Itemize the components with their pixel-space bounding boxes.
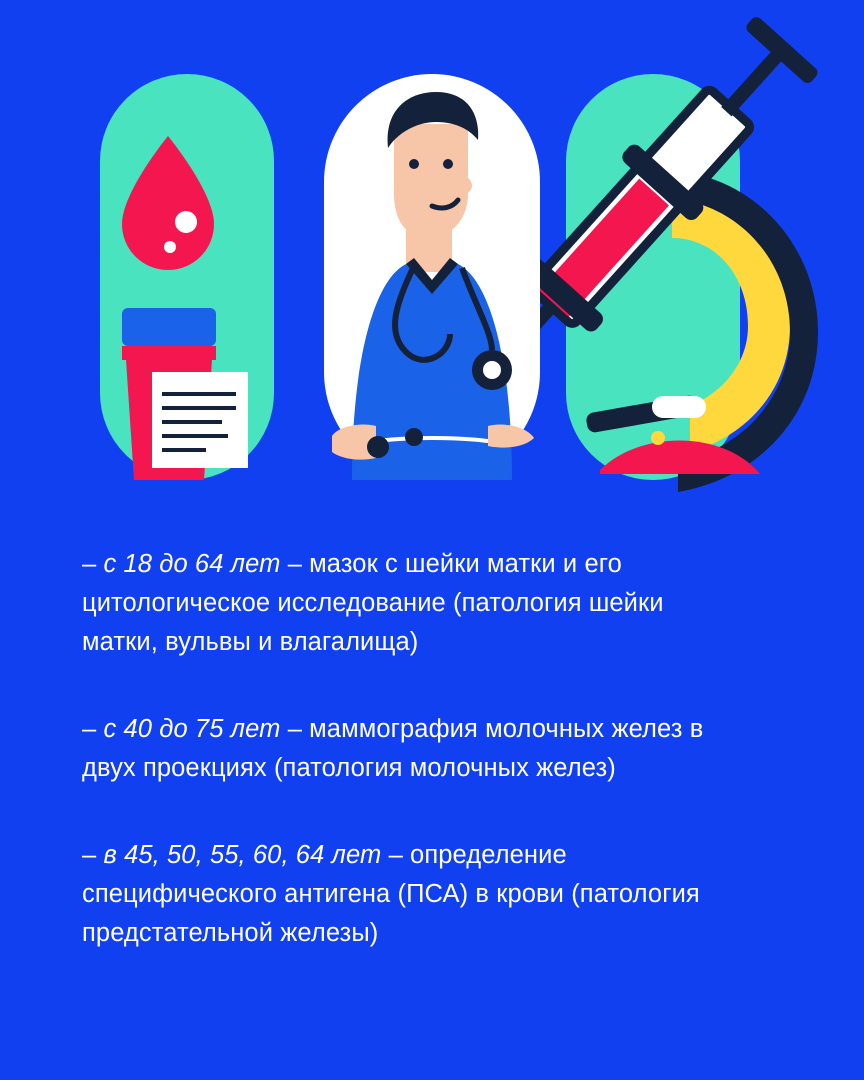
illustration-band (0, 0, 864, 510)
paragraph-age-range-1: с 18 до 64 лет (103, 550, 281, 578)
blood-test-panel (100, 74, 274, 480)
paragraph-dash-1: – (82, 550, 97, 578)
paragraph-psa (82, 836, 742, 953)
paragraph-dash-2: – (82, 715, 97, 743)
paragraph-text-1: – мазок с шейки матки и его цитологическое исследование (патология шейки матки, вульвы и влагалища) (82, 550, 664, 656)
paragraph-text-2: – маммография молочных желез в двух проекциях (патология молочных желез) (82, 715, 704, 782)
paragraph-mammography (82, 710, 742, 788)
paragraph-age-range-3: в 45, 50, 55, 60, 64 лет (103, 841, 382, 869)
paragraph-dash-3: – (82, 841, 97, 869)
illustration-svg (0, 0, 864, 510)
paragraph-age-range-2: с 40 до 75 лет (103, 715, 281, 743)
document-lines-icon (152, 372, 248, 468)
text-block (82, 545, 782, 953)
doctor-panel (324, 74, 540, 480)
paragraph-text-3: – определение специфического антигена (ПСА) в крови (патология предстательной железы) (82, 841, 700, 947)
paragraph-cervical-screening (82, 545, 742, 662)
